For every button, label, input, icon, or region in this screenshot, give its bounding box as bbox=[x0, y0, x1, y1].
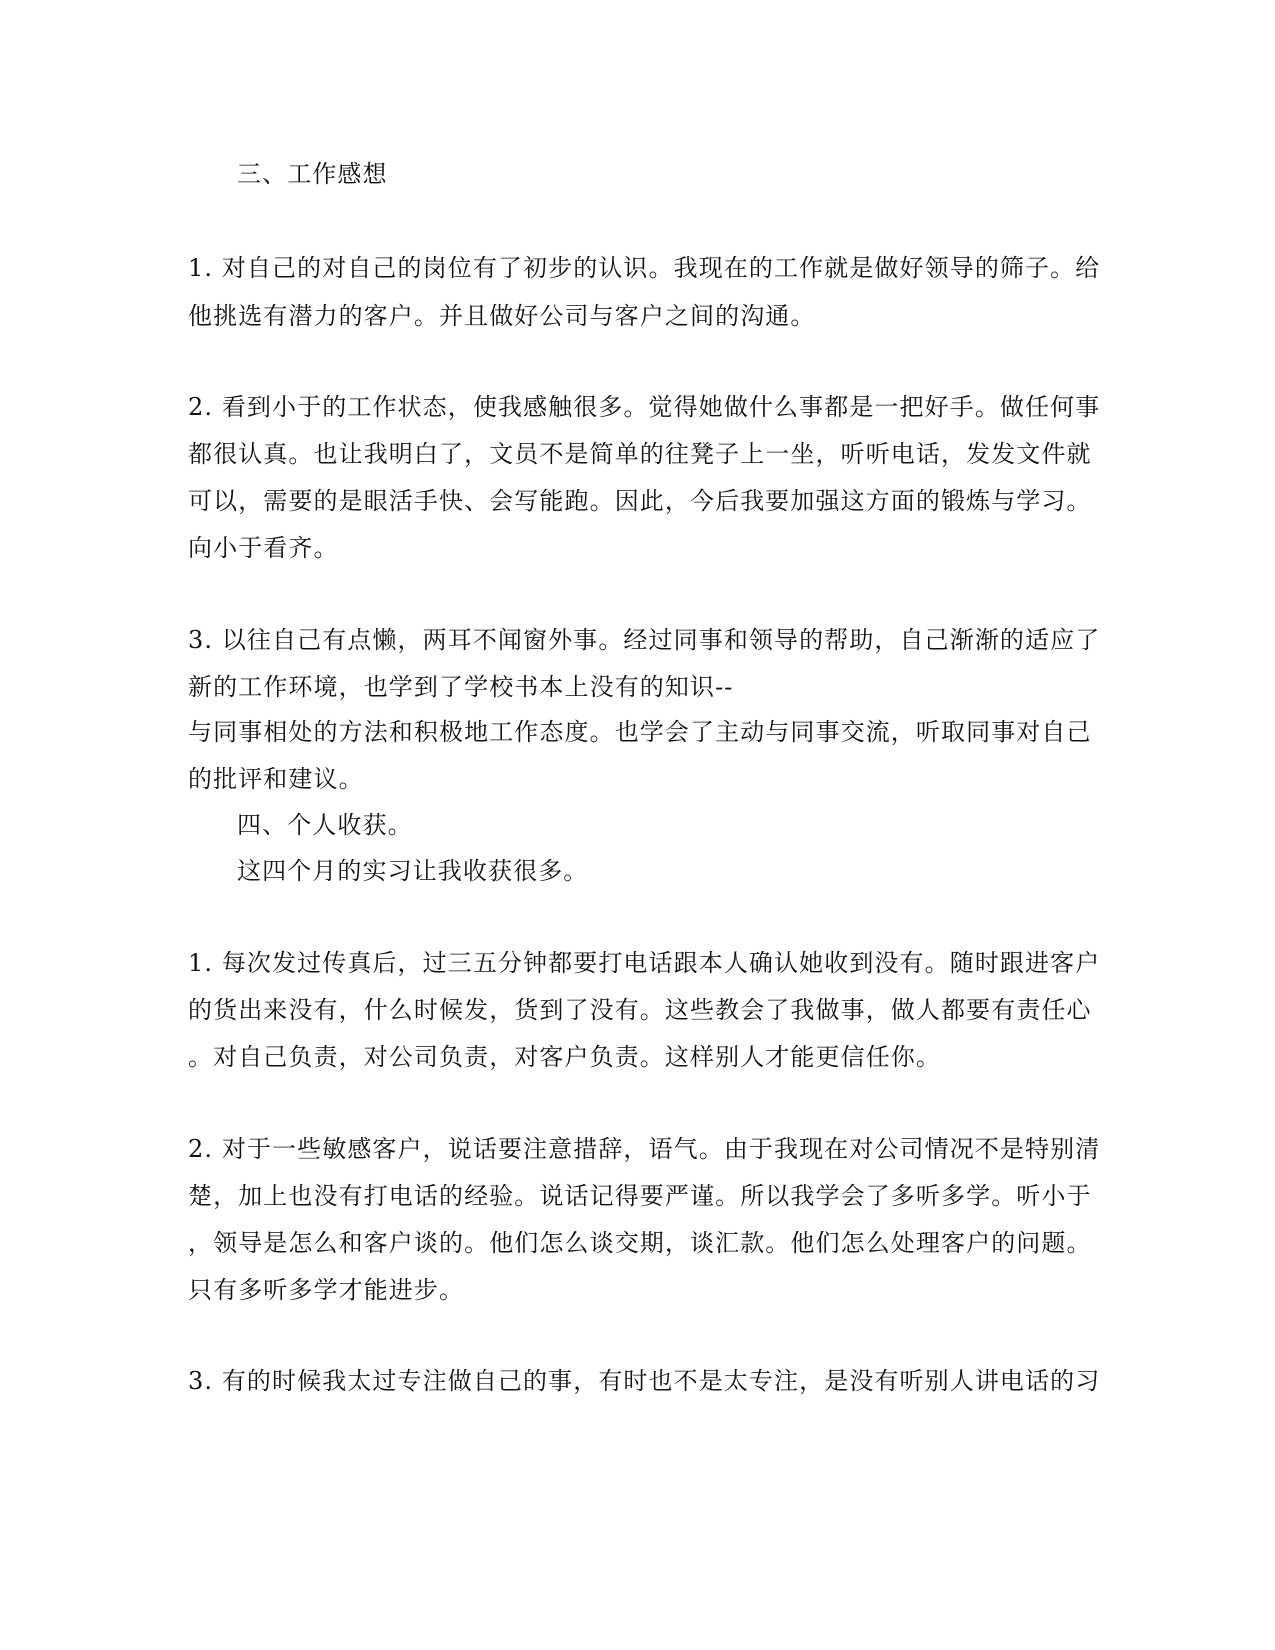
paragraph-line: 可以，需要的是眼活手快、会写能跑。因此，今后我要加强这方面的锻炼与学习。 bbox=[188, 487, 1092, 515]
paragraph-line: 1. 对自己的对自己的岗位有了初步的认识。我现在的工作就是做好领导的筛子。给 bbox=[188, 254, 1101, 282]
section-heading-work-reflections: 三、工作感想 bbox=[237, 160, 388, 188]
section-heading-personal-gains: 四、个人收获。 bbox=[237, 811, 413, 839]
paragraph-line: 2. 看到小于的工作状态，使我感触很多。觉得她做什么事都是一把好手。做任何事 bbox=[188, 393, 1101, 421]
paragraph-line: 2. 对于一些敏感客户，说话要注意措辞，语气。由于我现在对公司情况不是特别清 bbox=[188, 1135, 1101, 1163]
paragraph-line: 只有多听多学才能进步。 bbox=[188, 1276, 465, 1304]
paragraph-line: 的货出来没有，什么时候发，货到了没有。这些教会了我做事，做人都要有责任心 bbox=[188, 996, 1092, 1024]
paragraph-line: 3. 有的时候我太过专注做自己的事，有时也不是太专注，是没有听别人讲电话的习 bbox=[188, 1367, 1101, 1395]
paragraph-line: 的批评和建议。 bbox=[188, 765, 364, 793]
paragraph-line: 。对自己负责，对公司负责，对客户负责。这样别人才能更信任你。 bbox=[188, 1043, 941, 1071]
paragraph-line: ，领导是怎么和客户谈的。他们怎么谈交期，谈汇款。他们怎么处理客户的问题。 bbox=[188, 1229, 1092, 1257]
paragraph-line: 1. 每次发过传真后，过三五分钟都要打电话跟本人确认她收到没有。随时跟进客户 bbox=[188, 949, 1101, 977]
paragraph-line: 向小于看齐。 bbox=[188, 534, 339, 562]
paragraph-line: 这四个月的实习让我收获很多。 bbox=[237, 857, 589, 885]
paragraph-line: 3. 以往自己有点懒，两耳不闻窗外事。经过同事和领导的帮助，自己渐渐的适应了 bbox=[188, 626, 1101, 654]
paragraph-line: 与同事相处的方法和积极地工作态度。也学会了主动与同事交流，听取同事对自己 bbox=[188, 718, 1092, 746]
paragraph-line: 楚，加上也没有打电话的经验。说话记得要严谨。所以我学会了多听多学。听小于 bbox=[188, 1182, 1092, 1210]
paragraph-line: 都很认真。也让我明白了，文员不是简单的往凳子上一坐，听听电话，发发文件就 bbox=[188, 440, 1092, 468]
paragraph-line: 他挑选有潜力的客户。并且做好公司与客户之间的沟通。 bbox=[188, 302, 816, 330]
paragraph-line: 新的工作环境，也学到了学校书本上没有的知识-- bbox=[188, 673, 734, 701]
